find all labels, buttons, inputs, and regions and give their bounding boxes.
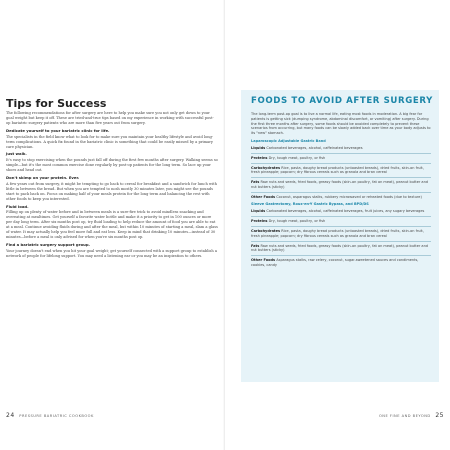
sleeve-item-other (251, 258, 431, 268)
tips-intro: The following recommendations for after surgery are here to help you make sure you not only get down to your goal weight but keep it off. These are tried-and-true tips based on my experience in working with successful post-op bariatric surgery patients who are more than five years out from surgery. (6, 111, 214, 125)
foods-to-avoid-box (241, 90, 439, 382)
item-label: Carbohydrates (251, 229, 281, 234)
tips-body (6, 111, 218, 261)
section-title-sleeve-bypass: Sleeve Gastrectomy, Roux-en-Y Gastric Bypass, and BPD/DS (251, 202, 369, 207)
divider (251, 177, 431, 178)
band-item-other (251, 195, 431, 200)
sleeve-item-liquids (251, 209, 431, 214)
divider (251, 241, 431, 242)
item-text: Dry, tough meat, poultry, or fish (268, 219, 326, 224)
item-label: Other Foods (251, 258, 276, 263)
left-page-number: 24 (6, 412, 15, 419)
tip-heading-5: Find a bariatric surgery support group. (6, 242, 90, 248)
band-item-carbohydrates (251, 166, 431, 176)
tip-heading-4: Fluid load. (6, 203, 29, 209)
left-folio (6, 412, 94, 419)
sleeve-item-carbohydrates (251, 229, 431, 239)
divider (251, 226, 431, 227)
band-item-proteins (251, 156, 431, 161)
item-text: Raw nuts and seeds, fried foods, greasy foods (skin-on poultry, fat on meat), peanut butter and nut butters (sticky) (251, 180, 429, 189)
band-item-fats (251, 180, 431, 190)
left-running-head: PRESSURE BARIATRIC COOKBOOK (19, 414, 94, 418)
item-text: Raw nuts and seeds, fried foods, greasy foods (skin-on poultry, fat on meat), peanut butter and nut butters (sticky) (251, 243, 429, 253)
item-label: Fats (251, 180, 260, 185)
item-text: Carbonated beverages, alcohol, caffeinated beverages (266, 145, 363, 150)
tip-text-3: A few years out from surgery, it might be tempting to go back to cereal for breakfast and a sandwich for lunch with little in between the bread. But when you are tempted to nosh mostly 30 minutes later, you might see the pounds start to pack back on. Focus on making half of your meals protein for the long term and balancing the rest with other foods to keep you interested. (6, 181, 217, 201)
item-label: Liquids (251, 209, 266, 214)
band-item-liquids (251, 146, 431, 151)
item-text: Asparagus stalks, raw celery, coconut, sugar-sweetened sauces and condiments, cookies, candy (251, 258, 419, 267)
tip-heading-3: Don't skimp on your protein. Ever. (6, 174, 80, 180)
tip-text-1: The specialists in the field know what to look for to make sure you maintain your healthy lifestyle and avoid long-term complications. A quick fix found in the bariatric clinic is something that could be easily missed by a primary care physician. (6, 134, 214, 149)
divider (251, 163, 431, 164)
item-text: Coconut, asparagus stalks, rubbery microwaved or reheated foods (due to texture) (276, 194, 422, 199)
divider (251, 153, 431, 154)
sleeve-item-proteins (251, 219, 431, 224)
tip-text-2: It's easy to stop exercising when the pounds just fall off during the first few months after surgery. Walking seems so simple—but it's the most common exercise done regularly by post-op patients for the long term. So lace up your shoes and head out. (6, 158, 218, 173)
item-text: Rice, pasta, doughy bread products (untoasted breads), dried fruits, skin-on fruit, fresh pineapple; popcorn; dry fibrous cereals such as granola and bran cereal (251, 165, 424, 175)
item-text: Carbonated beverages, alcohol, caffeinated beverages, fruit juices, any sugary beverages (266, 209, 425, 214)
tip-heading-1: Dedicate yourself to your bariatric clinic for life. (6, 127, 110, 133)
item-label: Proteins (251, 155, 268, 160)
sleeve-item-fats (251, 244, 431, 254)
divider (251, 255, 431, 256)
item-text: Dry, tough meat, poultry, or fish (268, 155, 326, 160)
section-title-band: Laparoscopic Adjustable Gastric Band (251, 138, 326, 143)
item-label: Fats (251, 243, 260, 248)
tip-text-5: Your journey doesn't end when you hit your goal weight; get yourself connected with a support group to establish a network of people for lifelong support. You may need a listening ear or you may be an inspiration to others. (6, 248, 217, 258)
item-label: Proteins (251, 219, 268, 224)
foods-to-avoid-title: FOODS TO AVOID AFTER SURGERY (251, 96, 433, 106)
item-label: Liquids (251, 145, 266, 150)
divider (251, 192, 431, 193)
tip-heading-2: Just walk. (6, 151, 27, 157)
right-folio (379, 412, 444, 419)
tip-text-4: Filling up on plenty of water before and in between meals is a sure-fire trick to avoid mindless snacking and overeating at mealtimes. Get yourself a favorite water bottle and make it a priority to get in 100 ounces or more per day long term. After six months post op, try fluid loading to help reduce the amount of food you are able to eat at a meal. Continue avoiding fluids during and after the meal, but within 10 minutes of starting a meal, slam a glass of water. It may actually help you feel more full and eat less. Keep in mind that drinking 10 minutes—instead of 30 minutes—before a meal is only advised for when you're six months post op. (6, 210, 218, 240)
item-label: Carbohydrates (251, 165, 281, 170)
right-running-head: ONE FINE AND BEYOND (378, 414, 431, 418)
item-text: Rice, pasta, doughy bread products (untoasted breads), dried fruits, skin-on fruit, fresh pineapple; popcorn; dry fibrous cereals such as granola and bran cereal (251, 229, 424, 238)
right-page-number: 25 (435, 412, 444, 419)
tips-title: Tips for Success (6, 97, 107, 110)
avoid-intro: The long-term post-op goal is to live a normal life, eating most foods in moderation. A big fear for patients is getting sick (dumping syndrome, abdominal discomfort, or vomiting) after surgery. During the first three months after surgery, some foods should be avoided completely to prevent these scenarios from occurring, but many foods can be slowly added back over time as your body adjusts to its "new" stomach. (251, 112, 431, 136)
divider (251, 216, 431, 217)
foods-to-avoid-body (251, 112, 431, 270)
item-label: Other Foods (251, 194, 276, 199)
right-page (225, 0, 450, 450)
